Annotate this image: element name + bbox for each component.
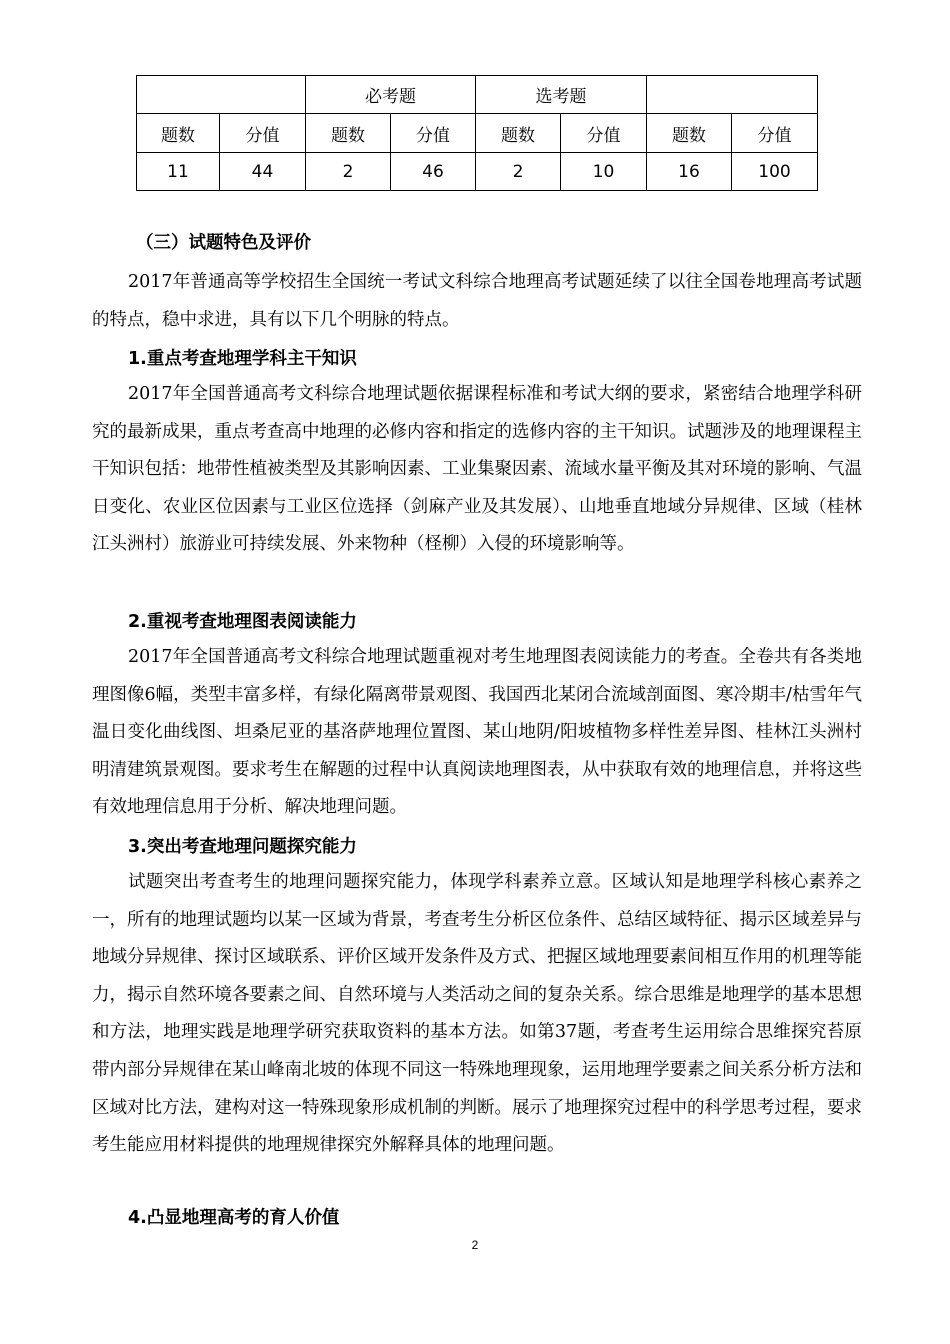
point-heading-1: 1.重点考查地理学科主干知识 [128,349,357,369]
table-cell: 11 [137,153,220,191]
table-cell: 2 [476,153,561,191]
section-title: （三）试题特色及评价 [136,233,311,253]
point-paragraph-1: 2017年全国普通高考文科综合地理试题依据课程标准和考试大纲的要求，紧密结合地理学科研究的最新成果，重点考查高中地理的必修内容和指定的选修内容的主干知识。试题涉及的地理课程主干知识包括：地带性植被类型及其影响因素、工业集聚因素、流域水量平衡及其对环境的影响、气温日变化、农业区位因素与工业区位选择（剑麻产业及其发展）、山地垂直地域分异规律、区域（桂林江头洲村）旅游业可持续发展、外来物种（柽柳）入侵的环境影响等。 [92,384,862,555]
table-cell: 10 [561,153,647,191]
point-heading-2: 2.重视考查地理图表阅读能力 [128,612,357,632]
group-header-cell [137,76,306,114]
point-heading-4: 4.凸显地理高考的育人价值 [128,1208,340,1228]
table-row [137,153,818,191]
table-cell: 44 [220,153,306,191]
table-cell: 2 [306,153,391,191]
table-column-header-row [137,114,818,153]
column-header: 分值 [220,114,306,153]
score-table [136,75,818,191]
table-group-header-row [137,76,818,114]
page-number: 2 [471,1238,479,1252]
column-header: 题数 [306,114,391,153]
column-header: 分值 [732,114,818,153]
group-header-required: 必考题 [306,76,476,114]
table-cell: 16 [647,153,732,191]
column-header: 题数 [137,114,220,153]
group-header-optional: 选考题 [476,76,647,114]
point-paragraph-3: 试题突出考查考生的地理问题探究能力，体现学科素养立意。区域认知是地理学科核心素养之一，所有的地理试题均以某一区域为背景，考查考生分析区位条件、总结区域特征、揭示区域差异与地域分异规律、探讨区域联系、评价区域开发条件及方式、把握区域地理要素间相互作用的机理等能力，揭示自然环境各要素之间、自然环境与人类活动之间的复杂关系。综合思维是地理学的基本思想和方法，地理实践是地理学研究获取资料的基本方法。如第37题，考查考生运用综合思维探究苔原带内部分异规律在某山峰南北坡的体现不同这一特殊地理现象，运用地理学要素之间关系分析方法和区域对比方法，建构对这一特殊现象形成机制的判断。展示了地理探究过程中的科学思考过程，要求考生能应用材料提供的地理规律探究外解释具体的地理问题。 [92,872,862,1156]
table-cell: 46 [391,153,476,191]
column-header: 分值 [391,114,476,153]
column-header: 题数 [476,114,561,153]
point-heading-3: 3.突出考查地理问题探究能力 [128,837,357,857]
column-header: 题数 [647,114,732,153]
intro-paragraph: 2017年普通高等学校招生全国统一考试文科综合地理高考试题延续了以往全国卷地理高考试题的特点，稳中求进，具有以下几个明脉的特点。 [92,272,862,330]
table-cell: 100 [732,153,818,191]
column-header: 分值 [561,114,647,153]
group-header-cell [647,76,818,114]
point-paragraph-2: 2017年全国普通高考文科综合地理试题重视对考生地理图表阅读能力的考查。全卷共有各类地理图像6幅，类型丰富多样，有绿化隔离带景观图、我国西北某闭合流域剖面图、寒冷期丰/枯雪年气温日变化曲线图、坦桑尼亚的基洛萨地理位置图、某山地阴/阳坡植物多样性差异图、桂林江头洲村明清建筑景观图。要求考生在解题的过程中认真阅读地理图表，从中获取有效的地理信息，并将这些有效地理信息用于分析、解决地理问题。 [92,647,862,818]
